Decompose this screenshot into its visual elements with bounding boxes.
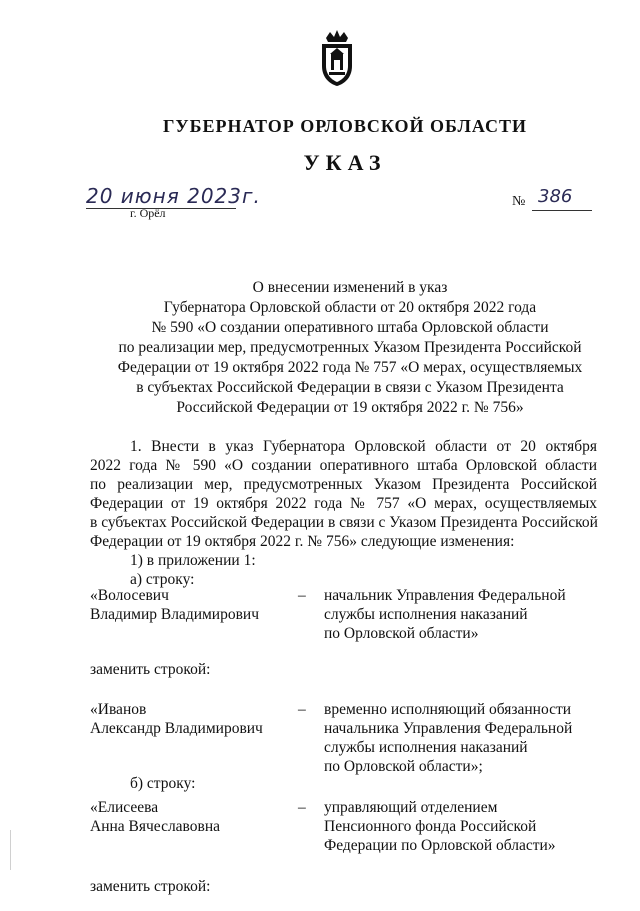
- name-line: «Елисеева: [90, 799, 159, 816]
- document-number: 386: [538, 186, 573, 207]
- subject-line: в субъектах Российской Федерации в связи с Указом Президента: [136, 379, 564, 396]
- position-line: начальника Управления Федеральной: [324, 720, 573, 737]
- subject-line: Российской Федерации от 19 октября 2022 г. № 756»: [176, 399, 524, 416]
- row-a-new: [90, 700, 610, 778]
- paragraph-line: 2022 года № 590 «О создании оперативного штаба Орловской области: [90, 457, 597, 474]
- name-line: Анна Вячеславовна: [90, 818, 221, 835]
- person-name: [90, 798, 220, 836]
- person-name: [90, 586, 259, 624]
- dash: –: [298, 799, 306, 816]
- dash: –: [298, 587, 306, 604]
- paragraph-line: по реализации мер, предусмотренных Указом Президента Российской: [90, 476, 597, 493]
- name-line: «Волосевич: [90, 587, 169, 604]
- position-line: по Орловской области»;: [324, 758, 483, 775]
- position-line: по Орловской области»: [324, 625, 479, 642]
- person-position: [324, 700, 572, 776]
- position-line: службы исполнения наказаний: [324, 739, 528, 756]
- replace-label: заменить строкой:: [90, 661, 211, 678]
- paragraph-line: в субъектах Российской Федерации в связи с Указом Президента Российской: [90, 514, 598, 531]
- position-line: службы исполнения наказаний: [324, 606, 528, 623]
- number-label: №: [512, 194, 526, 209]
- name-line: Александр Владимирович: [90, 720, 263, 737]
- person-position: [324, 586, 566, 643]
- subject-line: по реализации мер, предусмотренных Указом Президента Российской: [118, 339, 582, 356]
- row-b-old: [90, 798, 610, 858]
- decree-subject: [90, 278, 610, 418]
- paragraph-line: 1. Внести в указ Губернатора Орловской области от 20 октября: [130, 438, 597, 455]
- city-label: г. Орёл: [130, 206, 166, 220]
- position-line: Федерации по Орловской области»: [324, 837, 556, 854]
- replace-label: заменить строкой:: [90, 878, 211, 895]
- paragraph-line: Федерации от 19 октября 2022 г. № 756» следующие изменения:: [90, 533, 515, 550]
- paragraph-1: [90, 437, 597, 551]
- position-line: управляющий отделением: [324, 799, 498, 816]
- paragraph-line: Федерации от 19 октября 2022 года № 757 «О мерах, осуществляемых: [90, 495, 597, 512]
- position-line: начальник Управления Федеральной: [324, 587, 566, 604]
- position-line: Пенсионного фонда Российской: [324, 818, 537, 835]
- document-type: УКАЗ: [303, 150, 387, 175]
- subject-line: Федерации от 19 октября 2022 года № 757 «О мерах, осуществляемых: [117, 359, 583, 376]
- issuing-authority: ГУБЕРНАТОР ОРЛОВСКОЙ ОБЛАСТИ: [162, 116, 528, 136]
- dash: –: [298, 701, 306, 718]
- item-1: 1) в приложении 1:: [130, 552, 256, 569]
- person-name: [90, 700, 263, 738]
- person-position: [324, 798, 556, 855]
- coat-of-arms-icon: [316, 28, 358, 88]
- subject-line: О внесении изменений в указ: [252, 279, 448, 296]
- subject-line: Губернатора Орловской области от 20 октября 2022 года: [163, 299, 537, 316]
- number-underline: [532, 210, 592, 211]
- name-line: «Иванов: [90, 701, 147, 718]
- item-b: б) строку:: [130, 775, 196, 792]
- row-a-old: [90, 586, 610, 646]
- position-line: временно исполняющий обязанности: [324, 701, 572, 718]
- subject-line: № 590 «О создании оперативного штаба Орловской области: [151, 319, 549, 336]
- name-line: Владимир Владимирович: [90, 606, 260, 623]
- item-a: а) строку:: [130, 571, 195, 588]
- date-signature: 20 июня 2023г.: [86, 184, 261, 208]
- scan-margin-mark: [10, 830, 11, 870]
